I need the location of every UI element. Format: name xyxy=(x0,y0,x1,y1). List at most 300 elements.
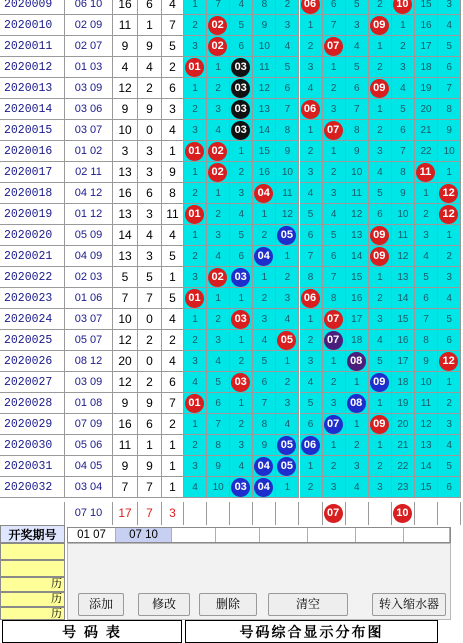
number-cell: 4 xyxy=(346,36,369,57)
number-cell: 1 xyxy=(323,57,346,78)
number-cell: 20 xyxy=(415,99,438,120)
number-cell xyxy=(346,351,369,372)
table-row xyxy=(0,99,463,120)
period-entry[interactable] xyxy=(356,528,404,542)
number-ball: 06 xyxy=(301,436,320,455)
gap-cell: 4 xyxy=(162,225,184,246)
number-cell: 8 xyxy=(276,120,299,141)
number-cell xyxy=(369,246,392,267)
gap-cell: 8 xyxy=(162,183,184,204)
history-label-blank-2 xyxy=(0,560,65,577)
number-cell: 6 xyxy=(300,225,323,246)
table-row xyxy=(0,120,463,141)
number-cell: 3 xyxy=(300,162,323,183)
span-cell: 9 xyxy=(138,456,162,477)
number-cell: 3 xyxy=(184,36,207,57)
span-cell: 3 xyxy=(138,162,162,183)
period-cell: 2020025 xyxy=(0,330,65,351)
number-ball: 06 xyxy=(301,0,320,14)
number-cell xyxy=(369,225,392,246)
number-cell: 1 xyxy=(184,0,207,15)
summary-number-cell xyxy=(369,502,392,525)
number-cell: 4 xyxy=(207,120,230,141)
table-row xyxy=(0,36,463,57)
number-cell: 2 xyxy=(184,15,207,36)
table-row xyxy=(0,393,463,414)
number-cell: 7 xyxy=(253,393,276,414)
span-cell: 3 xyxy=(138,141,162,162)
number-cell xyxy=(230,120,253,141)
table-row xyxy=(0,57,463,78)
sum-cell: 10 xyxy=(113,120,138,141)
summary-number-cell xyxy=(300,502,323,525)
number-cell: 21 xyxy=(415,120,438,141)
number-ball: 03 xyxy=(231,121,250,140)
period-cell: 2020029 xyxy=(0,414,65,435)
number-ball: 09 xyxy=(370,226,389,245)
summary-span: 7 xyxy=(138,502,162,525)
number-cell xyxy=(253,477,276,498)
history-label-3: 历 xyxy=(0,607,65,620)
number-cell: 1 xyxy=(276,351,299,372)
number-cell: 7 xyxy=(392,141,415,162)
period-cell: 2020026 xyxy=(0,351,65,372)
span-cell: 0 xyxy=(138,351,162,372)
history-label-1: 历 xyxy=(0,577,65,592)
sum-cell: 9 xyxy=(113,99,138,120)
number-cell: 11 xyxy=(392,225,415,246)
number-cell: 1 xyxy=(392,15,415,36)
number-cell: 8 xyxy=(346,120,369,141)
gap-cell: 7 xyxy=(162,393,184,414)
number-cell: 11 xyxy=(415,393,438,414)
number-cell xyxy=(323,36,346,57)
period-entry[interactable] xyxy=(172,528,216,542)
number-cell: 9 xyxy=(415,351,438,372)
delete-button[interactable]: 删除 xyxy=(199,593,257,616)
number-cell: 5 xyxy=(207,372,230,393)
pair-cell: 01 08 xyxy=(65,393,113,414)
period-entry[interactable] xyxy=(216,528,260,542)
number-cell: 15 xyxy=(415,0,438,15)
number-cell: 2 xyxy=(184,246,207,267)
summary-number-cell xyxy=(276,502,299,525)
number-cell: 23 xyxy=(392,477,415,498)
number-cell: 1 xyxy=(323,141,346,162)
number-cell: 2 xyxy=(346,435,369,456)
number-cell xyxy=(230,477,253,498)
number-cell: 20 xyxy=(392,414,415,435)
summary-number-cell xyxy=(207,502,230,525)
number-ball: 07 xyxy=(324,121,343,140)
number-cell: 1 xyxy=(369,99,392,120)
table-row xyxy=(0,162,463,183)
number-cell: 2 xyxy=(207,204,230,225)
number-cell: 3 xyxy=(392,57,415,78)
number-cell: 4 xyxy=(230,456,253,477)
period-cell: 2020016 xyxy=(0,141,65,162)
number-cell: 6 xyxy=(369,204,392,225)
span-cell: 7 xyxy=(138,288,162,309)
number-cell: 10 xyxy=(415,372,438,393)
number-cell xyxy=(346,393,369,414)
sum-cell: 14 xyxy=(113,225,138,246)
span-cell: 1 xyxy=(138,15,162,36)
number-cell: 8 xyxy=(253,0,276,15)
number-cell xyxy=(438,351,461,372)
number-cell xyxy=(415,162,438,183)
number-cell: 3 xyxy=(184,351,207,372)
number-cell: 4 xyxy=(438,15,461,36)
number-cell xyxy=(253,456,276,477)
panel-labels xyxy=(0,525,65,620)
number-cell: 4 xyxy=(438,288,461,309)
pair-cell: 07 09 xyxy=(65,414,113,435)
number-cell: 1 xyxy=(184,78,207,99)
number-ball: 07 xyxy=(324,37,343,56)
number-cell xyxy=(438,183,461,204)
number-cell: 2 xyxy=(438,246,461,267)
number-cell: 4 xyxy=(184,477,207,498)
number-ball: 06 xyxy=(301,100,320,119)
footer-distribution-chart: 号码综合显示分布图 xyxy=(185,620,438,643)
number-ball: 04 xyxy=(254,184,273,203)
number-cell: 19 xyxy=(392,393,415,414)
table-row xyxy=(0,414,463,435)
number-cell xyxy=(230,57,253,78)
number-cell: 1 xyxy=(323,435,346,456)
number-cell: 3 xyxy=(207,99,230,120)
sum-cell: 10 xyxy=(113,309,138,330)
number-cell xyxy=(207,141,230,162)
table-row xyxy=(0,141,463,162)
pair-cell: 02 03 xyxy=(65,267,113,288)
span-cell: 2 xyxy=(138,372,162,393)
number-cell: 5 xyxy=(392,99,415,120)
number-cell: 18 xyxy=(346,330,369,351)
number-ball: 04 xyxy=(254,247,273,266)
number-cell: 5 xyxy=(323,225,346,246)
number-cell xyxy=(184,57,207,78)
number-cell: 4 xyxy=(276,414,299,435)
number-cell: 2 xyxy=(300,36,323,57)
number-ball: 03 xyxy=(231,100,250,119)
number-cell xyxy=(184,288,207,309)
table-row xyxy=(0,435,463,456)
number-cell: 3 xyxy=(300,57,323,78)
add-button[interactable]: 添加 xyxy=(78,593,124,616)
number-cell: 7 xyxy=(415,309,438,330)
number-cell: 8 xyxy=(392,162,415,183)
history-label-2: 历 xyxy=(0,592,65,607)
period-entry[interactable] xyxy=(308,528,356,542)
number-cell xyxy=(438,204,461,225)
number-cell: 3 xyxy=(369,477,392,498)
number-ball: 03 xyxy=(231,79,250,98)
number-ball: 03 xyxy=(231,373,250,392)
summary-number-cell xyxy=(392,502,415,525)
number-cell: 9 xyxy=(392,183,415,204)
number-cell: 2 xyxy=(369,57,392,78)
pair-cell: 05 09 xyxy=(65,225,113,246)
number-ball: 12 xyxy=(439,352,458,371)
number-cell xyxy=(207,15,230,36)
number-cell: 6 xyxy=(300,414,323,435)
number-cell: 10 xyxy=(392,204,415,225)
number-cell: 3 xyxy=(323,99,346,120)
footer-number-table: 号 码 表 xyxy=(2,620,182,643)
sum-cell: 13 xyxy=(113,162,138,183)
number-cell: 2 xyxy=(369,0,392,15)
pair-cell: 02 11 xyxy=(65,162,113,183)
period-entry[interactable]: 01 07 xyxy=(68,528,116,542)
number-cell: 5 xyxy=(438,309,461,330)
span-cell: 4 xyxy=(138,225,162,246)
number-cell: 5 xyxy=(438,456,461,477)
number-cell xyxy=(369,15,392,36)
number-cell: 5 xyxy=(346,57,369,78)
period-entry[interactable] xyxy=(404,528,450,542)
pair-cell: 04 05 xyxy=(65,456,113,477)
span-cell: 4 xyxy=(138,57,162,78)
number-ball: 02 xyxy=(208,16,227,35)
number-cell: 3 xyxy=(230,435,253,456)
number-cell: 12 xyxy=(392,246,415,267)
number-cell: 3 xyxy=(369,309,392,330)
number-ball: 03 xyxy=(231,58,250,77)
number-cell: 2 xyxy=(300,477,323,498)
sum-cell: 11 xyxy=(113,435,138,456)
number-cell: 2 xyxy=(184,330,207,351)
pair-cell: 03 09 xyxy=(65,78,113,99)
gap-cell: 5 xyxy=(162,36,184,57)
span-cell: 6 xyxy=(138,414,162,435)
transfer-button[interactable]: 转入缩水器 xyxy=(372,593,446,616)
span-cell: 9 xyxy=(138,36,162,57)
period-entry-list[interactable] xyxy=(67,527,451,543)
number-cell: 4 xyxy=(438,435,461,456)
number-cell: 5 xyxy=(369,183,392,204)
edit-button[interactable]: 修改 xyxy=(138,593,190,616)
table-row xyxy=(0,267,463,288)
number-cell: 1 xyxy=(230,330,253,351)
number-cell: 6 xyxy=(438,57,461,78)
number-cell: 1 xyxy=(369,393,392,414)
number-cell xyxy=(323,309,346,330)
number-cell: 3 xyxy=(438,0,461,15)
number-cell: 19 xyxy=(415,78,438,99)
number-cell: 4 xyxy=(300,183,323,204)
span-cell: 6 xyxy=(138,0,162,15)
number-cell: 18 xyxy=(415,57,438,78)
sum-cell: 16 xyxy=(113,183,138,204)
number-cell: 5 xyxy=(438,36,461,57)
number-ball: 02 xyxy=(208,142,227,161)
number-cell: 2 xyxy=(323,78,346,99)
number-cell: 1 xyxy=(207,288,230,309)
number-ball: 05 xyxy=(277,226,296,245)
number-cell: 6 xyxy=(392,120,415,141)
period-cell: 2020030 xyxy=(0,435,65,456)
number-cell xyxy=(300,0,323,15)
history-label-blank-1 xyxy=(0,543,65,560)
number-cell: 10 xyxy=(346,162,369,183)
number-cell: 2 xyxy=(300,330,323,351)
number-cell: 1 xyxy=(300,456,323,477)
number-cell: 6 xyxy=(438,477,461,498)
span-cell: 2 xyxy=(138,330,162,351)
number-cell xyxy=(184,141,207,162)
number-ball: 08 xyxy=(347,394,366,413)
period-cell: 2020020 xyxy=(0,225,65,246)
number-cell: 2 xyxy=(184,183,207,204)
number-cell: 2 xyxy=(253,225,276,246)
period-entry[interactable] xyxy=(260,528,308,542)
table-row xyxy=(0,246,463,267)
number-cell: 2 xyxy=(392,36,415,57)
sum-cell: 16 xyxy=(113,0,138,15)
number-cell: 1 xyxy=(438,372,461,393)
number-cell: 2 xyxy=(230,414,253,435)
number-cell: 13 xyxy=(253,99,276,120)
period-cell: 2020024 xyxy=(0,309,65,330)
sum-cell: 9 xyxy=(113,393,138,414)
number-cell: 1 xyxy=(276,246,299,267)
number-cell: 4 xyxy=(184,372,207,393)
number-ball: 01 xyxy=(185,394,204,413)
span-cell: 0 xyxy=(138,309,162,330)
period-cell: 2020027 xyxy=(0,372,65,393)
number-cell: 5 xyxy=(346,0,369,15)
number-ball: 09 xyxy=(370,247,389,266)
number-cell: 15 xyxy=(253,141,276,162)
pair-cell: 04 12 xyxy=(65,183,113,204)
number-cell: 1 xyxy=(230,393,253,414)
number-cell: 2 xyxy=(323,456,346,477)
number-cell xyxy=(369,372,392,393)
span-cell: 6 xyxy=(138,183,162,204)
span-cell: 9 xyxy=(138,99,162,120)
number-cell: 12 xyxy=(415,414,438,435)
number-cell xyxy=(392,0,415,15)
number-cell xyxy=(276,225,299,246)
number-cell: 1 xyxy=(369,36,392,57)
table-row xyxy=(0,204,463,225)
summary-number-cell xyxy=(184,502,207,525)
number-cell: 2 xyxy=(276,267,299,288)
summary-pair: 07 10 xyxy=(65,502,113,525)
number-cell: 10 xyxy=(207,477,230,498)
number-cell: 3 xyxy=(415,225,438,246)
number-ball: 08 xyxy=(347,352,366,371)
number-cell: 13 xyxy=(392,267,415,288)
gap-cell: 2 xyxy=(162,330,184,351)
period-entry[interactable]: 07 10 xyxy=(116,528,172,542)
number-ball: 03 xyxy=(231,310,250,329)
number-cell: 7 xyxy=(323,15,346,36)
number-cell: 14 xyxy=(253,120,276,141)
gap-cell: 5 xyxy=(162,288,184,309)
number-cell: 1 xyxy=(438,162,461,183)
number-cell xyxy=(230,99,253,120)
number-ball: 02 xyxy=(208,268,227,287)
gap-cell: 6 xyxy=(162,78,184,99)
number-cell: 1 xyxy=(207,183,230,204)
sum-cell: 9 xyxy=(113,36,138,57)
number-ball: 09 xyxy=(370,16,389,35)
pair-cell: 03 09 xyxy=(65,372,113,393)
number-cell: 1 xyxy=(253,267,276,288)
table-row xyxy=(0,351,463,372)
number-cell: 2 xyxy=(276,0,299,15)
number-ball: 03 xyxy=(231,268,250,287)
summary-ball: 07 xyxy=(324,504,343,523)
number-cell xyxy=(276,330,299,351)
number-cell xyxy=(230,78,253,99)
entry-panel xyxy=(0,525,463,620)
pair-cell: 05 06 xyxy=(65,435,113,456)
number-cell: 7 xyxy=(207,414,230,435)
number-cell: 16 xyxy=(346,288,369,309)
period-cell: 2020031 xyxy=(0,456,65,477)
span-cell: 1 xyxy=(138,435,162,456)
pair-cell: 02 09 xyxy=(65,15,113,36)
number-cell: 1 xyxy=(184,225,207,246)
number-cell: 16 xyxy=(253,162,276,183)
number-cell: 4 xyxy=(300,78,323,99)
number-cell: 3 xyxy=(207,225,230,246)
clear-button[interactable]: 清空 xyxy=(268,593,348,616)
number-cell: 2 xyxy=(369,288,392,309)
number-cell: 2 xyxy=(323,162,346,183)
number-cell: 8 xyxy=(438,99,461,120)
number-cell: 6 xyxy=(276,78,299,99)
number-cell xyxy=(184,393,207,414)
gap-cell: 1 xyxy=(162,141,184,162)
table-row xyxy=(0,183,463,204)
number-cell: 7 xyxy=(300,246,323,267)
number-cell: 6 xyxy=(323,246,346,267)
span-cell: 3 xyxy=(138,246,162,267)
number-cell xyxy=(230,372,253,393)
period-cell: 2020022 xyxy=(0,267,65,288)
number-cell: 6 xyxy=(230,36,253,57)
number-ball: 06 xyxy=(301,289,320,308)
number-ball: 01 xyxy=(185,58,204,77)
sum-cell: 12 xyxy=(113,330,138,351)
number-cell: 15 xyxy=(392,309,415,330)
number-cell: 17 xyxy=(346,309,369,330)
number-cell: 3 xyxy=(276,288,299,309)
number-cell: 11 xyxy=(276,183,299,204)
span-cell: 0 xyxy=(138,120,162,141)
span-cell: 2 xyxy=(138,78,162,99)
number-cell: 9 xyxy=(438,120,461,141)
number-cell: 2 xyxy=(323,372,346,393)
table-row xyxy=(0,372,463,393)
number-cell: 13 xyxy=(415,435,438,456)
gap-cell: 6 xyxy=(162,372,184,393)
number-cell xyxy=(207,36,230,57)
summary-number-cell xyxy=(323,502,346,525)
table-row xyxy=(0,309,463,330)
number-cell: 3 xyxy=(184,267,207,288)
number-cell: 3 xyxy=(230,183,253,204)
number-ball: 01 xyxy=(185,205,204,224)
number-cell: 17 xyxy=(415,36,438,57)
sum-cell: 3 xyxy=(113,141,138,162)
number-cell: 9 xyxy=(253,435,276,456)
